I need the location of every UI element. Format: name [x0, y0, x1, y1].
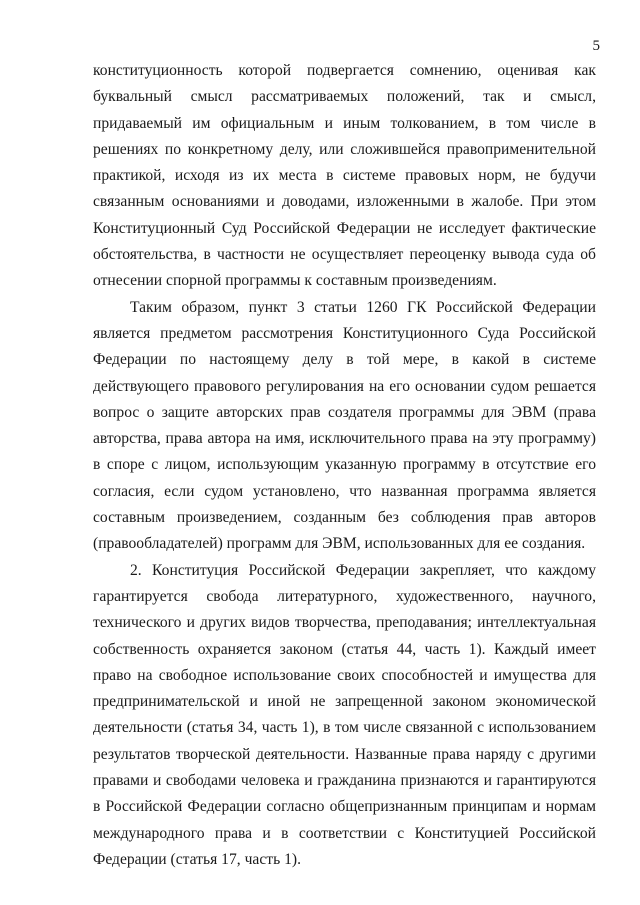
paragraph-section-2: 2. Конституция Российской Федерации закрепляет, что каждому гарантируется свобода литературного, художественного, научного, технического и других видов творчества, преподавания; интеллектуальная собственность охраняется законом (статья 44, часть 1). Каждый имеет право на свободное использование своих способностей и имущества для предпринимательской и иной не запрещенной законом экономической деятельности (статья 34, часть 1), в том числе связанной с использованием результатов творческой деятельности. Названные права наряду с другими правами и свободами человека и гражданина признаются и гарантируются в Российской Федерации согласно общепризнанным принципам и нормам международного права и в соответствии с Конституцией Российской Федерации (статья 17, часть 1). — [93, 561, 596, 868]
paragraph-conclusion: Таким образом, пункт 3 статьи 1260 ГК Российской Федерации является предметом рассмотрения Конституционного Суда Российской Федерации по настоящему делу в той мере, в какой в системе действующего правового регулирования на его основании судом решается вопрос о защите авторских прав создателя программы для ЭВМ (права авторства, права автора на имя, исключительного права на эту программу) в споре с лицом, использующим указанную программу в отсутствие его согласия, если судом установлено, что названная программа является составным произведением, созданным без соблюдения прав авторов (правообладателей) программ для ЭВМ, использованных для ее создания. — [93, 298, 596, 553]
page-number: 5 — [592, 38, 600, 54]
paragraph-continuation: конституционность которой подвергается сомнению, оценивая как буквальный смысл рассматриваемых положений, так и смысл, придаваемый им официальным и иным толкованием, в том числе в решениях по конкретному делу, или сложившейся правоприменительной практикой, исходя из их места в системе правовых норм, не будучи связанным основаниями и доводами, изложенными в жалобе. При этом Конституционный Суд Российской Федерации не исследует фактические обстоятельства, в частности не осуществляет переоценку вывода суда об отнесении спорной программы к составным произведениям. — [93, 62, 596, 290]
document-body — [93, 58, 596, 873]
